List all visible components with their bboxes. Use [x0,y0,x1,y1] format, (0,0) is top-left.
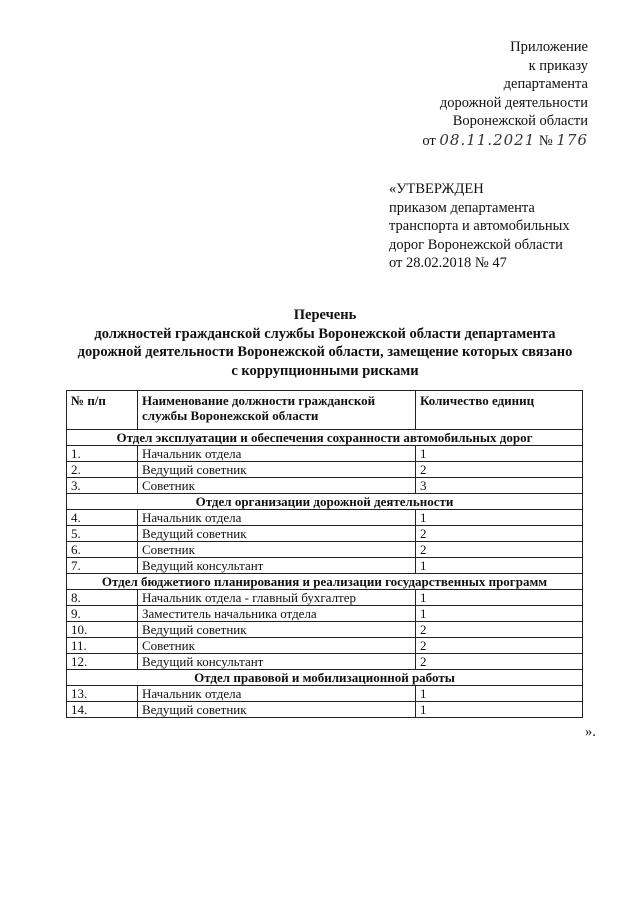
row-position: Ведущий советник [138,462,416,478]
table-row [67,622,583,638]
table-row [67,478,583,494]
row-number: 5. [67,526,138,542]
approved-line: от 28.02.2018 № 47 [389,255,507,271]
positions-table [66,390,583,718]
table-row [67,654,583,670]
row-number: 9. [67,606,138,622]
row-position: Начальник отдела [138,510,416,526]
row-number: 3. [67,478,138,494]
row-quantity: 2 [416,622,583,638]
table-row [67,446,583,462]
table-row [67,526,583,542]
row-quantity: 1 [416,590,583,606]
section-title: Отдел организации дорожной деятельности [67,494,583,510]
header-quantity: Количество единиц [416,391,583,430]
table-body [67,430,583,718]
row-number: 14. [67,702,138,718]
appendix-line: дорожной деятельности [439,94,588,111]
title-line: должностей гражданской службы Воронежской области департамента [94,325,556,342]
row-number: 2. [67,462,138,478]
row-quantity: 1 [416,558,583,574]
section-row [67,430,583,446]
row-number: 7. [67,558,138,574]
header-position: Наименование должности гражданской службы Воронежской области [138,391,416,430]
table-row [67,542,583,558]
row-number: 10. [67,622,138,638]
approved-block [389,180,570,273]
row-position: Начальник отдела [138,446,416,462]
approved-line: приказом департамента [389,199,535,216]
approved-line: транспорта и автомобильных [389,218,570,234]
closing-quote: ». [585,724,596,740]
handwritten-date: 08.11.2021 [439,130,536,149]
row-position: Ведущий советник [138,702,416,718]
table-row [67,462,583,478]
row-quantity: 1 [416,702,583,718]
row-number: 6. [67,542,138,558]
row-quantity: 2 [416,638,583,654]
row-position: Советник [138,478,416,494]
row-number: 1. [67,446,138,462]
section-title: Отдел бюджетиого планирования и реализации государственных программ [67,574,583,590]
row-position: Советник [138,542,416,558]
row-quantity: 1 [416,446,583,462]
title-line: дорожной деятельности Воронежской области, замещение которых связано [77,344,573,360]
row-number: 13. [67,686,138,702]
row-position: Ведущий консультант [138,558,416,574]
section-row [67,670,583,686]
appendix-date-line [422,131,588,151]
row-number: 8. [67,590,138,606]
appendix-line: Воронежской области [452,113,588,129]
appendix-line: Приложение [510,39,588,55]
title-line: с коррупционными рисками [231,362,419,379]
row-quantity: 2 [416,462,583,478]
approved-line: дорог Воронежской области [389,236,563,253]
appendix-line: департамента [503,76,588,92]
row-number: 12. [67,654,138,670]
table-row [67,638,583,654]
section-row [67,574,583,590]
table-row [67,606,583,622]
document-title [60,306,590,380]
section-title: Отдел эксплуатации и обеспечения сохранности автомобильных дорог [67,430,583,446]
date-prefix: от [422,132,436,149]
appendix-block [422,38,588,150]
row-position: Начальник отдела - главный бухгалтер [138,590,416,606]
row-quantity: 2 [416,542,583,558]
section-title: Отдел правовой и мобилизационной работы [67,670,583,686]
title-line: Перечень [293,307,357,323]
row-quantity: 2 [416,526,583,542]
table-header-row [67,391,583,430]
table-row [67,702,583,718]
table-row [67,686,583,702]
row-position: Начальник отдела [138,686,416,702]
header-number: № п/п [67,391,138,430]
table-row [67,590,583,606]
number-prefix: № [538,132,553,149]
row-position: Советник [138,638,416,654]
section-row [67,494,583,510]
row-position: Заместитель начальника отдела [138,606,416,622]
appendix-line: к приказу [528,57,588,74]
row-quantity: 2 [416,654,583,670]
row-number: 11. [67,638,138,654]
row-position: Ведущий консультант [138,654,416,670]
table-row [67,510,583,526]
row-position: Ведущий советник [138,622,416,638]
approved-line: «УТВЕРЖДЕН [389,181,484,197]
row-quantity: 3 [416,478,583,494]
row-quantity: 1 [416,606,583,622]
handwritten-number: 176 [556,130,588,149]
row-quantity: 1 [416,686,583,702]
row-position: Ведущий советник [138,526,416,542]
table-row [67,558,583,574]
row-number: 4. [67,510,138,526]
row-quantity: 1 [416,510,583,526]
